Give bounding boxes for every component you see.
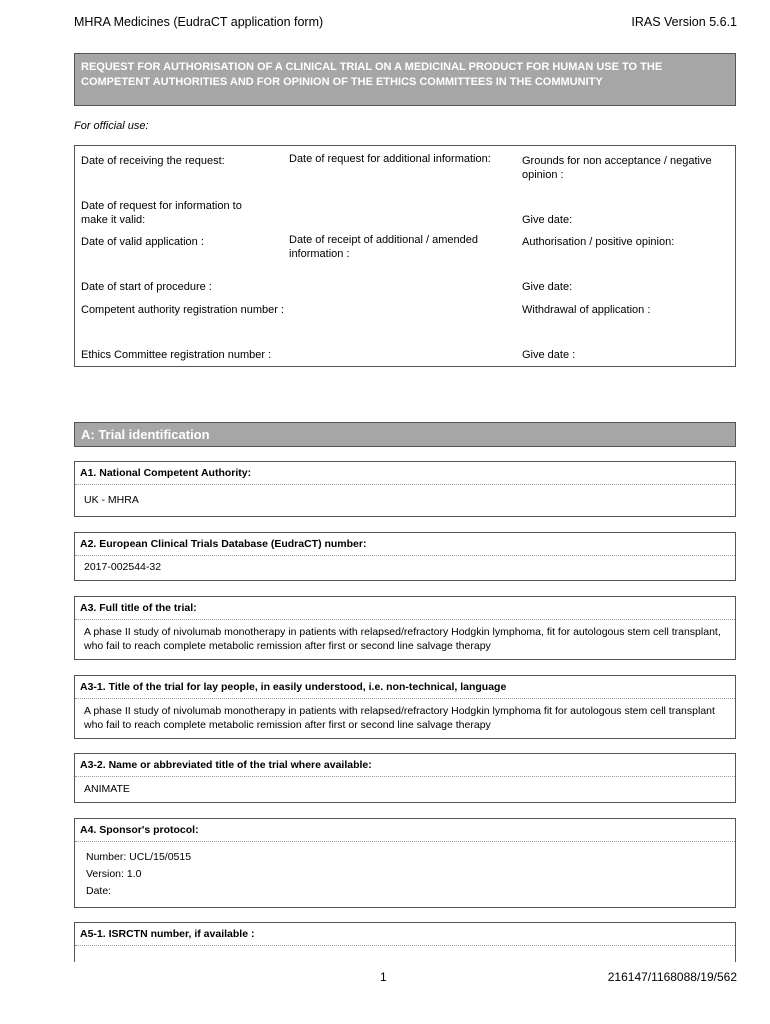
- a5-1-label: A5-1. ISRCTN number, if available :: [75, 923, 735, 946]
- a2-label: A2. European Clinical Trials Database (EudraCT) number:: [75, 533, 735, 556]
- a4-version: Version: 1.0: [86, 868, 142, 880]
- a4-date: Date:: [86, 885, 112, 897]
- a4-number: Number: UCL/15/0515: [86, 851, 192, 863]
- page-number: 1: [380, 970, 387, 984]
- official-use-box: [74, 145, 736, 367]
- section-a3-2: [74, 753, 736, 803]
- grounds-non-acceptance: Grounds for non acceptance / negative opinion :: [522, 155, 712, 181]
- section-a4: [74, 818, 736, 908]
- official-use-label: For official use:: [74, 120, 149, 132]
- withdrawal-of-application: Withdrawal of application :: [522, 304, 651, 316]
- section-a3: [74, 596, 736, 660]
- date-valid-application: Date of valid application :: [81, 236, 204, 248]
- date-start-procedure: Date of start of procedure :: [81, 281, 212, 293]
- competent-authority-reg-number: Competent authority registration number :: [81, 304, 284, 316]
- date-request-additional-info: Date of request for additional information:: [289, 153, 491, 165]
- document-header-title: MHRA Medicines (EudraCT application form): [74, 15, 324, 29]
- section-a2: [74, 532, 736, 581]
- a2-value: 2017-002544-32: [84, 561, 162, 573]
- a3-1-value: A phase II study of nivolumab monotherapy in patients with relapsed/refractory Hodgkin lymphoma fit for autologous stem cell transplant who fail to reach complete metabolic remission after first or second line salvage therapy: [84, 705, 715, 731]
- date-receiving-request: Date of receiving the request:: [81, 155, 225, 167]
- iras-version: IRAS Version 5.6.1: [631, 15, 737, 29]
- a1-label: A1. National Competent Authority:: [75, 462, 735, 485]
- give-date-1: Give date:: [522, 214, 573, 226]
- document-reference: 216147/1168088/19/562: [607, 970, 737, 984]
- section-a-heading: A: Trial identification: [74, 422, 736, 447]
- a3-2-label: A3-2. Name or abbreviated title of the trial where available:: [75, 754, 735, 777]
- a3-value: A phase II study of nivolumab monotherapy in patients with relapsed/refractory Hodgkin lymphoma, fit for autologous stem cell transplant, who fail to reach complete metabolic remission after first or second line salvage therapy: [84, 626, 721, 652]
- date-request-valid: Date of request for information to make it valid:: [81, 200, 242, 226]
- date-receipt-additional: Date of receipt of additional / amended information :: [289, 234, 478, 260]
- give-date-3: Give date :: [522, 349, 576, 361]
- a3-2-value: ANIMATE: [84, 783, 130, 795]
- a3-1-label: A3-1. Title of the trial for lay people, in easily understood, i.e. non-technical, language: [75, 676, 735, 699]
- section-a5-1: [74, 922, 736, 962]
- section-a1: [74, 461, 736, 517]
- ethics-committee-reg-number: Ethics Committee registration number :: [81, 349, 272, 361]
- a4-label: A4. Sponsor's protocol:: [75, 819, 735, 842]
- a1-value: UK - MHRA: [84, 494, 139, 506]
- section-a3-1: [74, 675, 736, 739]
- a3-label: A3. Full title of the trial:: [75, 597, 735, 620]
- give-date-2: Give date:: [522, 281, 573, 293]
- form-title-banner: REQUEST FOR AUTHORISATION OF A CLINICAL TRIAL ON A MEDICINAL PRODUCT FOR HUMAN USE TO THE COMPETENT AUTHORITIES AND FOR OPINION OF THE ETHICS COMMITTEES IN THE COMMUNITY: [74, 53, 736, 106]
- authorisation-positive-opinion: Authorisation / positive opinion:: [522, 236, 675, 248]
